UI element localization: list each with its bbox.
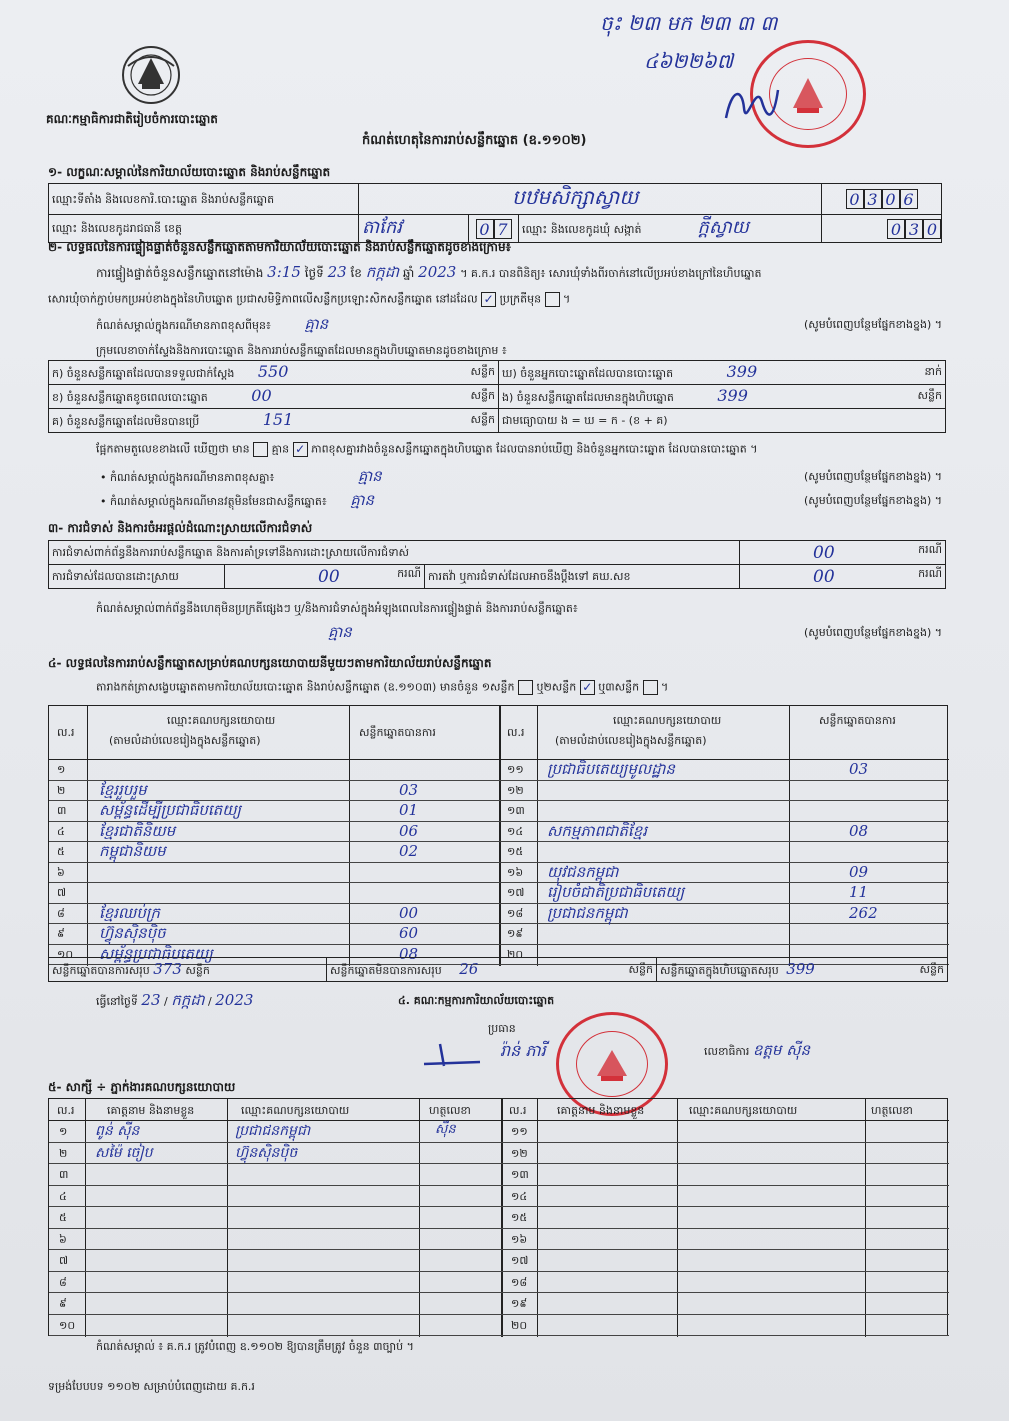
count-formula: ជាមធ្យោបាយ ង = ឃ = ក - (ខ + គ) [499,409,946,433]
result-party: ប្រជាជនកម្ពុជា [547,903,628,922]
witness-no: ១ [59,1125,68,1138]
result-votes: 60 [399,924,419,942]
none-checkbox-checked[interactable]: ✓ [293,442,308,457]
total-unit: សន្លឹក [919,962,944,976]
objection-note-line [48,623,942,641]
chair-name: រ៉ាន់ ភារី [500,1041,546,1060]
org-line: គណៈកម្មាធិការជាតិរៀបចំការបោះឆ្នោត [46,112,218,126]
results-col-party: ឈ្មោះគណបក្សនយោបាយ [613,714,722,727]
signing-date-label: ធ្វើនៅថ្ងៃទី [96,995,138,1008]
one-sheet-checkbox[interactable] [518,680,533,695]
province-code [469,215,519,243]
witness-no: ១០ [59,1318,76,1332]
witness-no: ១៦ [511,1232,528,1246]
objection-table [48,540,946,589]
count-right [499,361,946,385]
witness-row [49,1164,949,1186]
appeal-cell [740,565,946,589]
signing-year: 2023 [215,991,254,1009]
fill-note: (សូមបំពេញបន្ថែមផ្នែកខាងខ្នង) ។ [803,626,942,639]
commune-digit: 0 [887,219,905,239]
signing-month: កក្កដា [171,991,205,1009]
objection-unit: ករណី [918,542,942,556]
result-votes: 03 [849,760,869,778]
totals-table [48,957,948,982]
commune-digit: 3 [905,219,923,239]
result-no: ១៨ [507,906,524,920]
bullet-note-1 [100,467,942,485]
witness-col-sign: ហត្ថលេខា [429,1104,471,1117]
result-row [49,924,949,945]
witness-row [49,1315,949,1337]
result-party: រៀបចំជាតិប្រជាធិបតេយ្យ [547,883,685,901]
witness-party: ហ៊្វុនស៊ិនប៉ិច [235,1144,298,1161]
objection-note-value: គ្មាន [328,623,352,641]
result-no: ៦ [57,865,65,879]
count-right-unit: នាក់ [924,365,942,378]
section2-heading: ២- លទ្ធផលនៃការផ្ទៀងផ្ទាត់ចំនួនសន្លឹកឆ្នោតតាមការិយាល័យបោះឆ្នោត និងរាប់សន្លឹកឆ្នោតដូចខាងក្រោម៖ [48,240,511,254]
witness-no: ១៤ [511,1189,528,1203]
result-party: ខ្មែររួបរួម [99,780,147,799]
location-label: ឈ្មោះទីតាំង និងលេខការិ.បោះឆ្នោត និងរាប់សន្លឹកឆ្នោត [49,184,359,215]
result-row [49,801,949,822]
verification-text: ការផ្ទៀងផ្ទាត់ចំនួនសន្លឹកឆ្នោតនៅម៉ោង [96,266,264,280]
location-cell [359,184,822,215]
result-no: ១៦ [507,865,524,879]
result-no: ១៤ [507,824,524,838]
verification-year: 2023 [418,263,457,281]
result-votes: 262 [849,903,878,922]
witness-no: ៨ [59,1275,67,1289]
witness-col-no: ល.រ [57,1104,75,1117]
difference-note [96,315,942,333]
result-no: ៣ [57,804,67,817]
count-left-label: គ) ចំនួនសន្លឹកឆ្នោតដែលមិនបានប្រើ [52,415,200,428]
discrepancy-text: ផ្អែកតាមតួលេខខាងលើ ឃើញថា មាន [96,442,250,456]
result-votes: 09 [849,862,869,881]
count-left-unit: សន្លឹក [470,365,495,378]
appeal-label: ការតវ៉ា ឬការជំទាស់ដែលអាចនឹងប្តឹងទៅ គឃ.សខ [425,565,740,589]
section3-heading: ៣- ការជំទាស់ និងការចំអរផ្តល់ដំណោះស្រាយលើការជំទាស់ [48,521,313,535]
signing-date: ធ្វើនៅថ្ងៃទី 23 / កក្កដា / 2023 [96,991,254,1009]
witness-row [49,1250,949,1272]
seal-ok-label: ប្រក្រតីមុន [499,292,542,306]
total-valid-value: 373 [153,959,182,978]
summary-intro: ក្រុមលេខាចាក់ស្ទែងនិងការបោះឆ្នោត និងការរាប់សន្លឹកឆ្នោតដែលមានក្នុងហិបឆ្នោតមានដូចខាងក្រោម ៖ [96,344,507,357]
two-sheet-checkbox-checked[interactable]: ✓ [580,680,595,695]
commune-digit: 0 [923,219,941,239]
count-left-unit: សន្លឹក [470,389,495,402]
count-right-label: ឃ) ចំនួនអ្នកបោះឆ្នោតដែលបានបោះឆ្នោត [502,367,674,380]
chair-signature [420,1040,500,1074]
section1-heading: ១- លក្ខណៈសម្គាល់នៃការិយាល័យបោះឆ្នោត និងរាប់សន្លឹកឆ្នោត [48,165,331,179]
result-party: ខ្មែរជាតិនិយម [99,821,176,840]
result-party: ហ៊្វុនស៊ិនប៉ិច [99,924,166,942]
discrepancy-text-end: ភាពខុសគ្នារវាងចំនួនសន្លឹកឆ្នោតក្នុងហិបឆ្នោត ដែលបានរាប់ឃើញ និងចំនួនអ្នកបោះឆ្នោត ដែលបានបោះឆ្នោត ។ [311,442,758,456]
result-no: ២០ [507,947,524,961]
witness-no: ៧ [59,1254,69,1267]
results-col-party: ឈ្មោះគណបក្សនយោបាយ [167,714,276,727]
bullet-note-2 [100,491,942,509]
secretary-line [704,1041,811,1059]
nec-emblem-icon [118,44,184,106]
witness-col-name: គោត្តនាម និងនាមខ្លួន [107,1104,195,1117]
result-row [49,781,949,802]
result-party: កម្ពុជានិយម [99,842,166,860]
seal-line: សោរឃុំចាក់ភ្ជាប់មកប្រអប់ខាងក្នុងនៃហិបឆ្នោត ប្រជាសមិទ្ធិភាពលើសន្លឹកប្រឡោះសិកសន្លឹកឆ្នោត នៅដដែល ✓ ប្រក្រតីមុន ។ [48,292,571,306]
result-row [49,822,949,843]
bullet-note-1-value: គ្មាន [357,467,382,485]
resolved-value: 00 [318,566,340,587]
province-value: តាកែវ [362,217,402,238]
witness-no: ៩ [59,1297,67,1310]
result-no: ៤ [57,824,65,838]
has-checkbox[interactable] [253,442,268,457]
tally-sheet-line: តារាងកត់ត្រាសង្ខេបឆ្នោតតាមការិយាល័យបោះឆ្នោត និងរាប់សន្លឹកឆ្នោត (ឧ.១១០៣) មានចំនួន ១សន្លឹក ឬ២សន្លឹក ✓ ឬ៣សន្លឹក ។ [96,680,669,694]
result-votes: 08 [849,821,869,840]
verification-day: 23 [327,263,347,281]
top-note-2: ៤៦២២៦៧ [644,49,734,73]
witness-row [49,1207,949,1229]
results-table [48,705,948,965]
day-label: ថ្ងៃទី [304,266,324,280]
witness-no: ៣ [59,1168,69,1181]
total-box-cell [657,958,948,982]
count-right-value: 399 [717,386,748,405]
results-col-no: ល.រ [507,726,525,739]
count-right [499,385,946,409]
location-value: បឋមសិក្សាស្វាយ [512,185,639,209]
result-party: ខ្មែរឈប់ក្រ [99,903,160,922]
province-digit: 7 [494,219,512,239]
witness-row [49,1121,949,1143]
result-no: ១៣ [507,804,525,817]
verification-line [96,265,761,280]
count-left-value: 00 [251,386,272,405]
result-row [49,863,949,884]
witness-header [49,1099,949,1121]
form-title: កំណត់ហេតុនៃការរាប់សន្លឹកឆ្នោត (ឧ.១១០២) [362,133,587,148]
total-invalid-value: 26 [459,959,479,978]
count-left-value: 151 [262,410,294,429]
result-votes: 03 [399,780,419,799]
result-no: ៩ [57,927,65,940]
seal-checkbox-empty[interactable] [545,292,560,307]
location-digit: 6 [900,189,918,209]
result-no: ១៥ [507,845,524,858]
province-label: ឈ្មោះ និងលេខកូដរាជធានី ខេត្ត [49,215,359,243]
witness-no: ២ [59,1146,68,1160]
witness-no: ២០ [511,1318,528,1332]
result-row [49,904,949,925]
commune-cell [519,215,822,243]
witness-col-party: ឈ្មោះគណបក្សនយោបាយ [689,1104,798,1117]
count-row [49,361,946,385]
difference-value: គ្មាន [304,315,329,333]
count-left-label: ក) ចំនួនសន្លឹកឆ្នោតដែលបានទទួលជាក់ស្តែង [52,367,235,380]
commune-value: ក្តីស្វាយ [697,217,749,238]
witness-name: សម៉ៃ ចៀប [95,1144,153,1161]
witness-no: ១៥ [511,1211,528,1224]
result-no: ៧ [57,886,67,899]
results-col-no: ល.រ [57,726,75,739]
result-party: យុវជនកម្ពុជា [547,862,619,881]
count-left-unit: សន្លឹក [470,413,495,426]
fill-note: (សូមបំពេញបន្ថែមផ្នែកខាងខ្នង) ។ [803,494,942,507]
secretary-name: ឧត្តម ស៊ីន [752,1041,811,1059]
count-left [49,385,499,409]
verification-time: 3:15 [267,263,301,281]
province-cell [359,215,469,243]
bullet-note-2-label: • កំណត់សម្គាល់ក្នុងករណីមានវត្ថុមិនមែនជាសន្លឹកឆ្នោត៖ [100,495,327,508]
result-no: ២ [57,783,66,797]
count-right-value: 399 [726,362,758,381]
result-votes: 06 [399,821,419,840]
result-votes: 00 [399,903,419,922]
result-no: ១៧ [507,886,525,899]
seal-text: សោរឃុំចាក់ភ្ជាប់មកប្រអប់ខាងក្នុងនៃហិបឆ្នោត ប្រជាសមិទ្ធិភាពលើសន្លឹកប្រឡោះសិកសន្លឹកឆ្នោត នៅដដែល [48,292,478,306]
signature-top [722,78,782,132]
objection-value: 00 [813,542,835,563]
top-note-1: ចុះ ២៣ មក ២៣ ៣ ៣ [600,11,778,35]
seal-checkbox-checked[interactable]: ✓ [481,292,496,307]
location-digit: 3 [864,189,882,209]
witness-party: ប្រជាជនកម្ពុជា [235,1123,311,1139]
total-unit: សន្លឹក [628,962,653,976]
witness-signature: ស៊ីន [435,1122,456,1137]
three-sheet-checkbox[interactable] [643,680,658,695]
result-votes: 11 [849,883,869,901]
resolved-cell [225,565,425,589]
location-digit: 0 [882,189,900,209]
secretary-label: លេខាធិការ [704,1045,750,1058]
count-right-label: ង) ចំនួនសន្លឹកឆ្នោតដែលមានក្នុងហិបឆ្នោត [502,391,674,404]
objection-label: ការជំទាស់ពាក់ព័ន្ធនឹងការរាប់សន្លឹកឆ្នោត និងការគាំទ្រទៅនឹងការដោះស្រាយលើការជំទាស់ [49,541,740,565]
total-invalid-label: សន្លឹកឆ្នោតមិនបានការសរុប [330,963,442,977]
result-no: ៥ [57,845,65,858]
result-no: ១២ [507,783,524,797]
count-left-value: 550 [257,362,289,381]
result-row [49,883,949,904]
none-label: គ្មាន [271,442,290,456]
result-no: ១ [57,763,66,776]
section1-table [48,183,942,243]
witness-no: ៦ [59,1232,67,1246]
result-party: សកម្មភាពជាតិខ្មែរ [547,821,647,840]
total-valid-cell [49,958,327,982]
witness-table [48,1098,948,1336]
witness-col-no: ល.រ [509,1104,527,1117]
verification-text-end: ។ គ.ក.រ បានពិនិត្យ៖ សោរឃុំទាំងពីរចាក់នៅលើប្រអប់ខាងក្រៅនៃហិបឆ្នោត [460,267,762,280]
result-no: ១១ [507,763,524,776]
witness-no: ១៧ [511,1254,529,1267]
result-party: ប្រជាធិបតេយ្យមូលដ្ឋាន [547,760,675,778]
results-col-votes: សន្លឹកឆ្នោតបានការ [359,726,436,739]
total-invalid-cell [327,958,657,982]
witness-no: ១២ [511,1146,528,1160]
witness-col-sign: ហត្ថលេខា [871,1104,913,1117]
witness-row [49,1293,949,1315]
objection-cell [740,541,946,565]
chair-label: ប្រធាន [488,1022,516,1035]
objection-note: កំណត់សម្គាល់ពាក់ព័ន្ធនឹងហេតុមិនប្រក្រតីផ្សេងៗ ឬ/និងការជំទាស់ក្នុងអំឡុងពេលនៃការផ្ទៀងផ្ទាត់ និងការរាប់សន្លឹកឆ្នោត៖ [96,602,578,615]
witness-name: ពូន់ ស៊ីន [95,1123,140,1139]
province-digit: 0 [476,219,494,239]
committee-label: ៤. គណៈកម្មការការិយាល័យបោះឆ្នោត [398,994,555,1007]
count-left [49,409,499,433]
witness-no: ១១ [511,1125,528,1138]
total-valid-label: សន្លឹកឆ្នោតបានការសរុប [52,963,150,977]
result-party: សម្ព័ន្ធប្រជាធិបតេយ្យ [99,944,213,963]
witness-col-name: គោត្តនាម និងនាមខ្លួន [557,1104,645,1117]
discrepancy-line [96,442,757,457]
count-row [49,385,946,409]
form-footer: ទម្រង់បែបបទ ១១០២ សម្រាប់បំពេញដោយ គ.ក.រ [48,1380,255,1393]
year-label: ឆ្នាំ [402,266,415,280]
total-unit: សន្លឹក [185,963,210,977]
count-right-unit: សន្លឹក [917,389,942,402]
witness-row [49,1272,949,1294]
result-party: សម្ព័ន្ធដើម្បីប្រជាធិបតេយ្យ [99,801,241,819]
total-box-label: សន្លឹកឆ្នោតក្នុងហិបឆ្នោតសរុប [660,963,779,977]
commune-code [822,215,942,243]
commune-label: ឈ្មោះ និងលេខកូដឃុំ សង្កាត់ [522,223,642,236]
witness-no: ៤ [59,1189,67,1203]
witness-no: ១៣ [511,1168,529,1181]
count-left-label: ខ) ចំនួនសន្លឹកឆ្នោតខូចពេលបោះឆ្នោត [52,391,208,404]
section4-heading: ៤- លទ្ធផលនៃការរាប់សន្លឹកឆ្នោតសម្រាប់គណបក្សនយោបាយនីមួយៗតាមការិយាល័យរាប់សន្លឹកឆ្នោត [48,656,492,670]
witness-no: ១៩ [511,1297,528,1310]
witness-no: ៥ [59,1211,67,1224]
count-left [49,361,499,385]
footnote: កំណត់សម្គាល់ ៖ គ.ក.រ ត្រូវបំពេញ ឧ.១១០២ ឱ្យបានត្រឹមត្រូវ ចំនួន ៣ច្បាប់ ។ [96,1340,414,1353]
two-sheet-label: ឬ២សន្លឹក [536,680,577,694]
witness-row [49,1143,949,1165]
verification-month: កក្កដា [365,263,400,281]
fill-note: (សូមបំពេញបន្ថែមផ្នែកខាងខ្នង) ។ [803,318,942,331]
count-row [49,409,946,433]
location-digit: 0 [846,189,864,209]
difference-label: កំណត់សម្គាល់ក្នុងករណីមានភាពខុសពីមុន៖ [96,319,271,332]
result-no: ៨ [57,906,65,920]
bullet-note-1-label: • កំណត់សម្គាល់ក្នុងករណីមានភាពខុសគ្នា៖ [100,471,275,484]
section5-heading: ៥- សាក្សី ÷ ភ្នាក់ងារគណបក្សនយោបាយ [48,1080,236,1094]
signing-day: 23 [141,991,161,1009]
results-col-votes: សន្លឹកឆ្នោតបានការ [819,714,896,727]
tally-sheet-text: តារាងកត់ត្រាសង្ខេបឆ្នោតតាមការិយាល័យបោះឆ្នោត និងរាប់សន្លឹកឆ្នោត (ឧ.១១០៣) មានចំនួន ១សន្លឹក [96,680,515,694]
location-code [822,184,942,215]
fill-note: (សូមបំពេញបន្ថែមផ្នែកខាងខ្នង) ។ [803,470,942,483]
month-label: ខែ [350,266,362,280]
total-box-value: 399 [786,959,815,978]
witness-col-party: ឈ្មោះគណបក្សនយោបាយ [241,1104,350,1117]
results-col-party-sub: (តាមលំដាប់លេខរៀងក្នុងសន្លឹកឆ្នោត) [555,734,707,747]
resolved-unit: ករណី [397,566,421,580]
result-row [49,842,949,863]
result-votes: 01 [399,801,419,819]
witness-row [49,1186,949,1208]
results-col-party-sub: (តាមលំដាប់លេខរៀងក្នុងសន្លឹកឆ្នោត) [109,734,261,747]
result-no: ១៩ [507,927,524,940]
result-no: ១០ [57,947,74,961]
bullet-note-2-value: គ្មាន [350,491,375,509]
result-votes: 02 [399,842,419,860]
witness-row [49,1229,949,1251]
resolved-label: ការជំទាស់ដែលបានដោះស្រាយ [49,565,225,589]
appeal-value: 00 [813,566,835,587]
witness-no: ១៨ [511,1275,528,1289]
three-sheet-label: ឬ៣សន្លឹក [598,680,640,694]
result-votes: 08 [399,944,419,963]
result-row [49,760,949,781]
count-table [48,360,946,433]
appeal-unit: ករណី [918,566,942,580]
